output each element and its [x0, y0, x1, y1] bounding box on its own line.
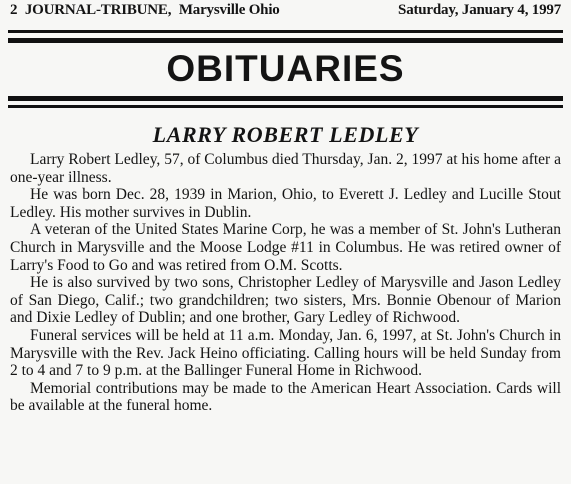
- obituary-paragraph: Funeral services will be held at 11 a.m. Monday, Jan. 6, 1997, at St. John's Church in Marysville with the Rev. Jack Heino officiating. Calling hours will be held Sunday from 2 to 4 and 7 to 9 p.m. at the Ballinger Funeral Home in Richwood.: [10, 326, 561, 380]
- top-rule-thin: [8, 30, 563, 33]
- obituary-paragraph: Memorial contributions may be made to the American Heart Association. Cards will be available at the funeral home.: [10, 379, 561, 415]
- obituary-paragraph: He was born Dec. 28, 1939 in Marion, Ohio, to Everett J. Ledley and Lucille Stout Ledley. His mother survives in Dublin.: [10, 186, 561, 221]
- page-number: 2: [10, 2, 18, 18]
- publication-location: Marysville Ohio: [178, 2, 280, 18]
- header-left: [10, 2, 284, 19]
- obituary-body: [10, 151, 561, 415]
- obituary-paragraph: He is also survived by two sons, Christopher Ledley of Marysville and Jason Ledley of San Diego, Calif.; two grandchildren; two sisters, Mrs. Bonnie Obenour of Marion and Dixie Ledley of Dublin; and one brother, Gary Ledley of Richwood.: [10, 274, 561, 327]
- obituary-headline: LARRY ROBERT LEDLEY: [152, 122, 419, 147]
- publication-name: JOURNAL-TRIBUNE,: [24, 2, 172, 18]
- bottom-rule-thick: [8, 96, 563, 101]
- obituary-paragraph: Larry Robert Ledley, 57, of Columbus died Thursday, Jan. 2, 1997 at his home after a one-year illness.: [10, 151, 561, 186]
- page-header: [10, 2, 561, 24]
- bottom-rule-thin: [8, 105, 563, 108]
- obituary-paragraph: A veteran of the United States Marine Corp, he was a member of St. John's Lutheran Church in Marysville and the Moose Lodge #11 in Columbus. He was retired owner of Larry's Food to Go and was retired from O.M. Scotts.: [10, 221, 561, 274]
- section-title: OBITUARIES: [166, 48, 405, 89]
- publication-date: Saturday, January 4, 1997: [398, 2, 561, 18]
- top-rule-thick: [8, 38, 563, 43]
